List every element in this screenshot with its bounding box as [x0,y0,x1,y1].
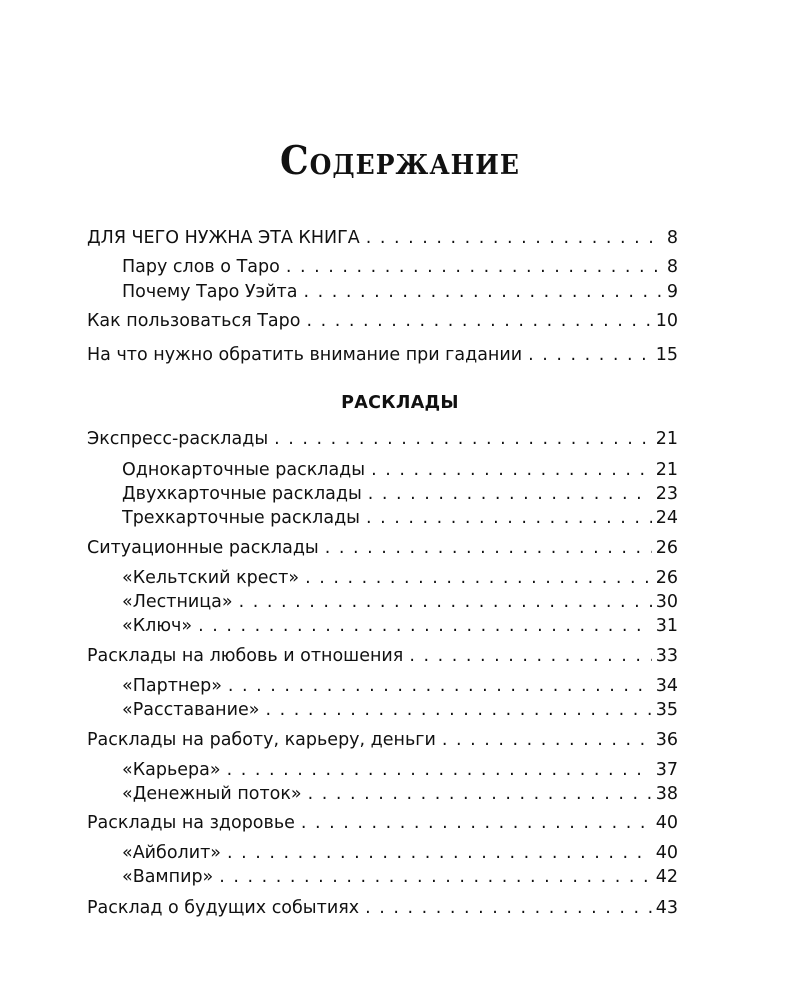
page-title: Содержание [280,138,520,184]
toc-entry-label: На что нужно обратить внимание при гадании [87,345,523,365]
toc-leader-dots [228,675,652,697]
toc-leader-dots [528,344,652,366]
toc-entry-label: «Ключ» [122,616,193,636]
toc-leader-dots [409,645,651,667]
toc-entry[interactable] [122,281,678,303]
toc-entry-label: Ситуационные расклады [87,538,319,558]
toc-leader-dots [368,483,652,505]
toc-entry-label: Трехкарточные расклады [122,508,361,528]
toc-entry-label: Двухкарточные расклады [122,484,362,504]
toc-leader-dots [265,699,651,721]
toc-entry-label: «Карьера» [122,760,221,780]
toc-entry-label: «Лестница» [122,592,233,612]
toc-entry-page: 23 [655,484,678,504]
toc-leader-dots [308,783,652,805]
toc-leader-dots [227,842,652,864]
toc-entry-page: 21 [655,460,678,480]
toc-leader-dots [274,428,652,450]
toc-entry[interactable] [87,645,678,667]
section-heading: РАСКЛАДЫ [341,393,459,413]
toc-entry-page: 38 [655,784,678,804]
toc-entry[interactable] [122,842,678,864]
toc-leader-dots [366,507,652,529]
toc-leader-dots [227,759,652,781]
toc-entry-page: 8 [666,257,678,277]
toc-entry-label: «Вампир» [122,867,214,887]
toc-entry-page: 8 [666,228,678,248]
toc-leader-dots [303,281,662,303]
toc-entry-page: 21 [655,429,678,449]
toc-entry-label: Пару слов о Таро [122,257,280,277]
toc-entry[interactable] [87,344,678,366]
toc-entry-page: 30 [655,592,678,612]
toc-entry-page: 34 [655,676,678,696]
toc-entry[interactable] [122,507,678,529]
toc-entry[interactable] [87,812,678,834]
toc-entry-label: Почему Таро Уэйта [122,282,298,302]
toc-entry[interactable] [122,459,678,481]
toc-entry[interactable] [122,866,678,888]
toc-entry[interactable] [87,729,678,751]
toc-entry[interactable] [122,567,678,589]
toc-entry-page: 15 [655,345,678,365]
toc-entry-label: «Айболит» [122,843,222,863]
toc-entry[interactable] [122,699,678,721]
toc-leader-dots [239,591,652,613]
toc-entry-page: 43 [655,898,678,918]
toc-entry-page: 24 [655,508,678,528]
toc-entry[interactable] [122,675,678,697]
toc-entry-label: «Кельтский крест» [122,568,300,588]
toc-entry-page: 36 [655,730,678,750]
toc-leader-dots [305,567,652,589]
toc-entry-page: 40 [655,843,678,863]
toc-leader-dots [286,256,663,278]
toc-entry[interactable] [122,256,678,278]
toc-leader-dots [442,729,652,751]
toc-entry-label: «Денежный поток» [122,784,302,804]
toc-entry[interactable] [122,483,678,505]
toc-entry-label: Однокарточные расклады [122,460,366,480]
toc-leader-dots [371,459,652,481]
toc-entry-label: «Партнер» [122,676,222,696]
toc-entry[interactable] [87,428,678,450]
toc-entry-label: ДЛЯ ЧЕГО НУЖНА ЭТА КНИГА [87,228,360,248]
toc-entry-page: 26 [655,538,678,558]
toc-leader-dots [366,227,663,249]
toc-entry-page: 35 [655,700,678,720]
toc-entry-label: Расклады на работу, карьеру, деньги [87,730,436,750]
toc-entry[interactable] [87,897,678,919]
toc-entry[interactable] [87,227,678,249]
toc-entry-label: Расклад о будущих событиях [87,898,360,918]
toc-entry-page: 9 [666,282,678,302]
toc-entry[interactable] [122,615,678,637]
toc-entry[interactable] [87,537,678,559]
toc-entry-page: 26 [655,568,678,588]
toc-entry-page: 31 [655,616,678,636]
toc-leader-dots [325,537,652,559]
toc-entry-page: 33 [655,646,678,666]
toc-entry-label: Экспресс-расклады [87,429,269,449]
toc-entry[interactable] [87,310,678,332]
toc-entry-page: 42 [655,867,678,887]
toc-entry[interactable] [122,783,678,805]
toc-entry[interactable] [122,591,678,613]
toc-entry[interactable] [122,759,678,781]
toc-leader-dots [365,897,652,919]
toc-leader-dots [198,615,652,637]
toc-entry-page: 37 [655,760,678,780]
toc-entry-page: 40 [655,813,678,833]
toc-entry-label: «Расставание» [122,700,260,720]
toc-entry-label: Расклады на любовь и отношения [87,646,404,666]
toc-entry-label: Как пользоваться Таро [87,311,301,331]
toc-entry-label: Расклады на здоровье [87,813,295,833]
toc-leader-dots [301,812,652,834]
toc-leader-dots [306,310,651,332]
toc-leader-dots [219,866,651,888]
toc-entry-page: 10 [655,311,678,331]
